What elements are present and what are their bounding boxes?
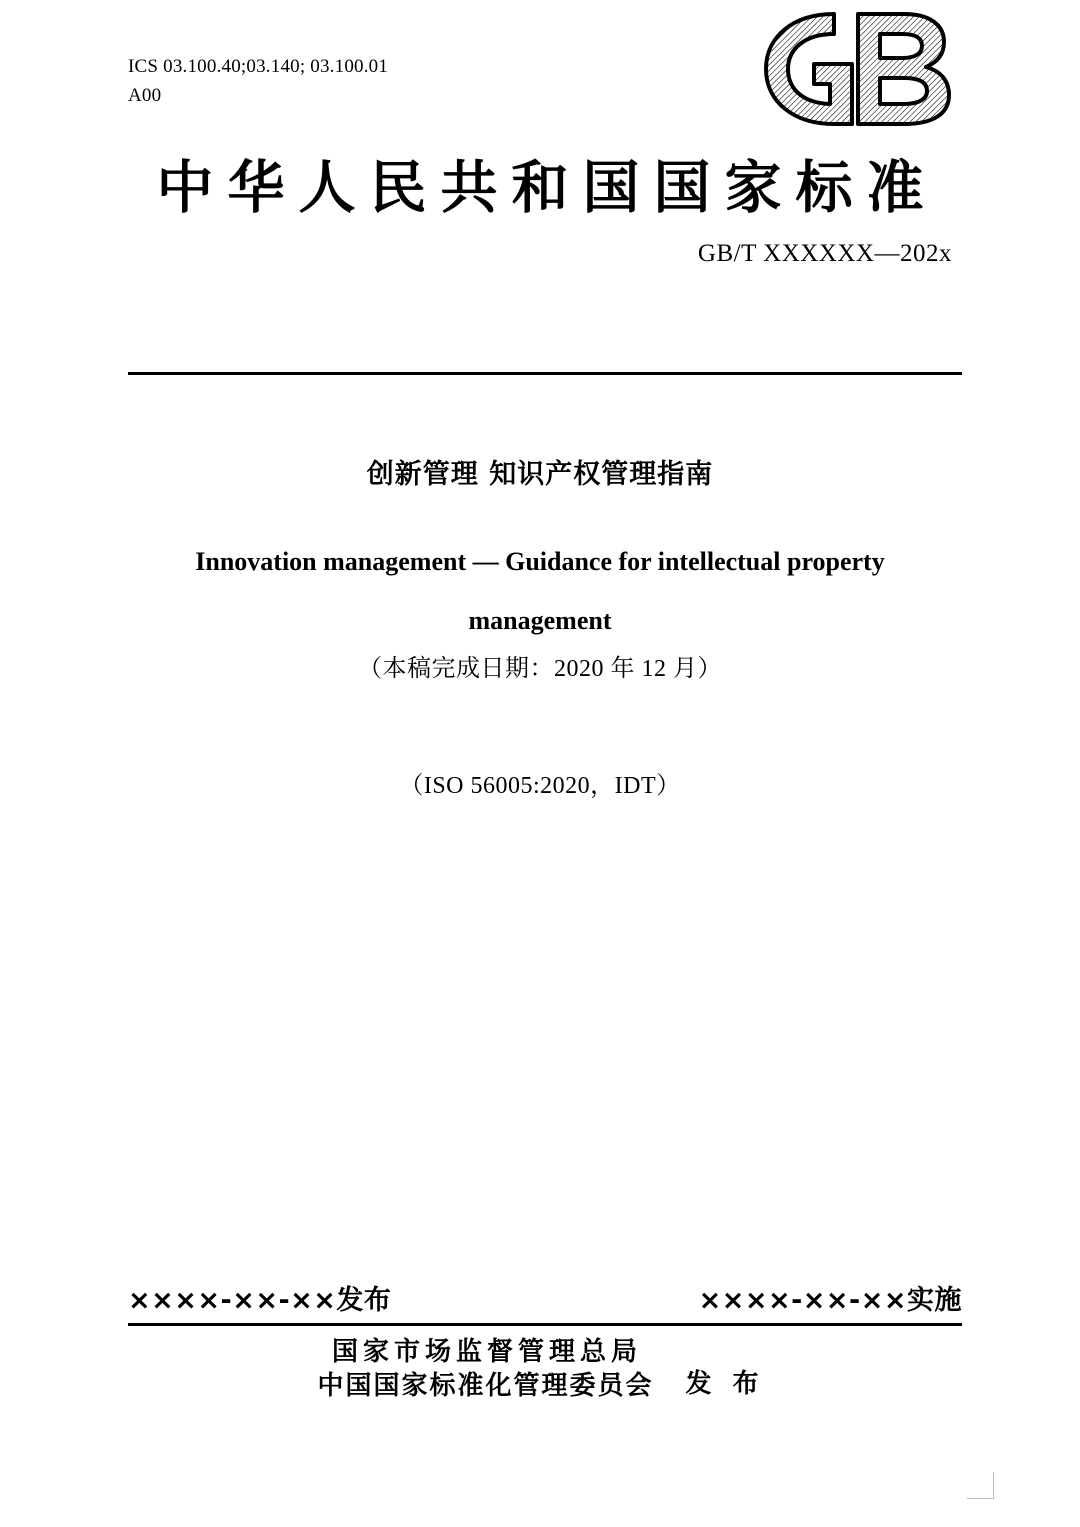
issuer-secondary: 中国国家标准化管理委员会 [317, 1371, 654, 1402]
national-standard-title: 中华人民共和国国家标准 [156, 154, 938, 221]
gb-logo-icon [752, 8, 962, 130]
page-corner-mark [967, 1472, 994, 1499]
iso-reference: （ISO 56005:2020，IDT） [399, 773, 681, 799]
standard-number: GB/T XXXXXX—202x [697, 240, 952, 267]
ics-code: ICS 03.100.40;03.140; 03.100.01 [128, 56, 389, 77]
issue-date: ××××-××-××发布 [128, 1285, 392, 1316]
issuer-names [315, 1335, 653, 1404]
issuer-primary: 国家市场监督管理总局 [331, 1337, 642, 1367]
classification-code: A00 [128, 85, 162, 107]
implementation-date: ××××-××-××实施 [698, 1285, 962, 1316]
issue-verb: 发 布 [685, 1368, 765, 1399]
issuing-authorities [0, 1335, 1080, 1404]
ics-classification-block [128, 52, 388, 111]
draft-completion-date: （本稿完成日期：2020 年 12 月） [358, 656, 722, 682]
title-english: Innovation management — Guidance for intellectual property management [195, 547, 885, 635]
publication-dates [128, 1278, 962, 1317]
footer-divider [128, 1323, 962, 1326]
title-chinese: 创新管理 知识产权管理指南 [366, 459, 714, 490]
header-divider [128, 372, 962, 375]
